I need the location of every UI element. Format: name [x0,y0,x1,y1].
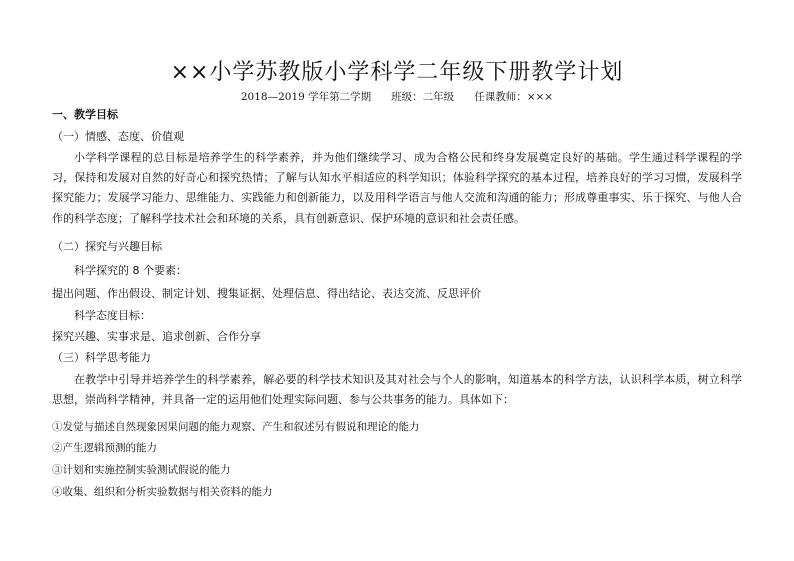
subsection-heading-attitude: （一）情感、态度、价值观 [52,130,184,143]
paragraph-general-goal: 小学科学课程的总目标是培养学生的科学素养，并为他们继续学习、成为合格公民和终身发展奠定良好的基础。学生通过科学课程的学习，保持和发展对自然的好奇心和探究热情；了解与认知水平相适应的科学知识；体验科学探究的基本过程，培养良好的学习习惯，发展科学探究能力；发展学习能力、思维能力、实践能力和创新能力，以及用科学语言与他人交流和沟通的能力；形成尊重事实、乐于探究、与他人合作的科学态度；了解科学技术社会和环境的关系，具有创新意识、保护环境的意识和社会责任感。 [52,151,742,225]
subsection-heading-inquiry: （二）探究与兴趣目标 [52,240,162,253]
document-subtitle: 2018—2019 学年第二学期 班级：二年级 任课教师：××× [240,91,554,103]
attitude-goals-label: 科学态度目标： [74,309,151,322]
ability-item-1: ①发觉与描述自然现象因果问题的能力观察、产生和叙述另有假说和理论的能力 [52,421,420,433]
inquiry-elements-list: 提出问题、作出假设、制定计划、搜集证据、处理信息、得出结论、表达交流、反思评价 [52,287,481,300]
subsection-heading-thinking: （三）科学思考能力 [52,351,151,364]
inquiry-elements-label: 科学探究的 8 个要素： [74,264,187,277]
section-heading-teaching-goals: 一、教学目标 [52,108,118,121]
ability-item-4: ④收集、组织和分析实验数据与相关资料的能力 [52,486,273,498]
ability-item-2: ②产生逻辑预测的能力 [52,442,157,454]
document-title: ××小学苏教版小学科学二年级下册教学计划 [170,60,624,85]
ability-item-3: ③计划和实施控制实验测试假说的能力 [52,464,231,476]
attitude-goals-list: 探究兴趣、实事求是、追求创新、合作分享 [52,330,261,343]
paragraph-thinking-ability: 在教学中引导并培养学生的科学素养，解必要的科学技术知识及其对社会与个人的影响，知道基本的科学方法，认识科学本质，树立科学思想，崇尚科学精神，并具备一定的运用他们处理实际问题、参与公共事务的能力。具体如下： [52,373,742,407]
